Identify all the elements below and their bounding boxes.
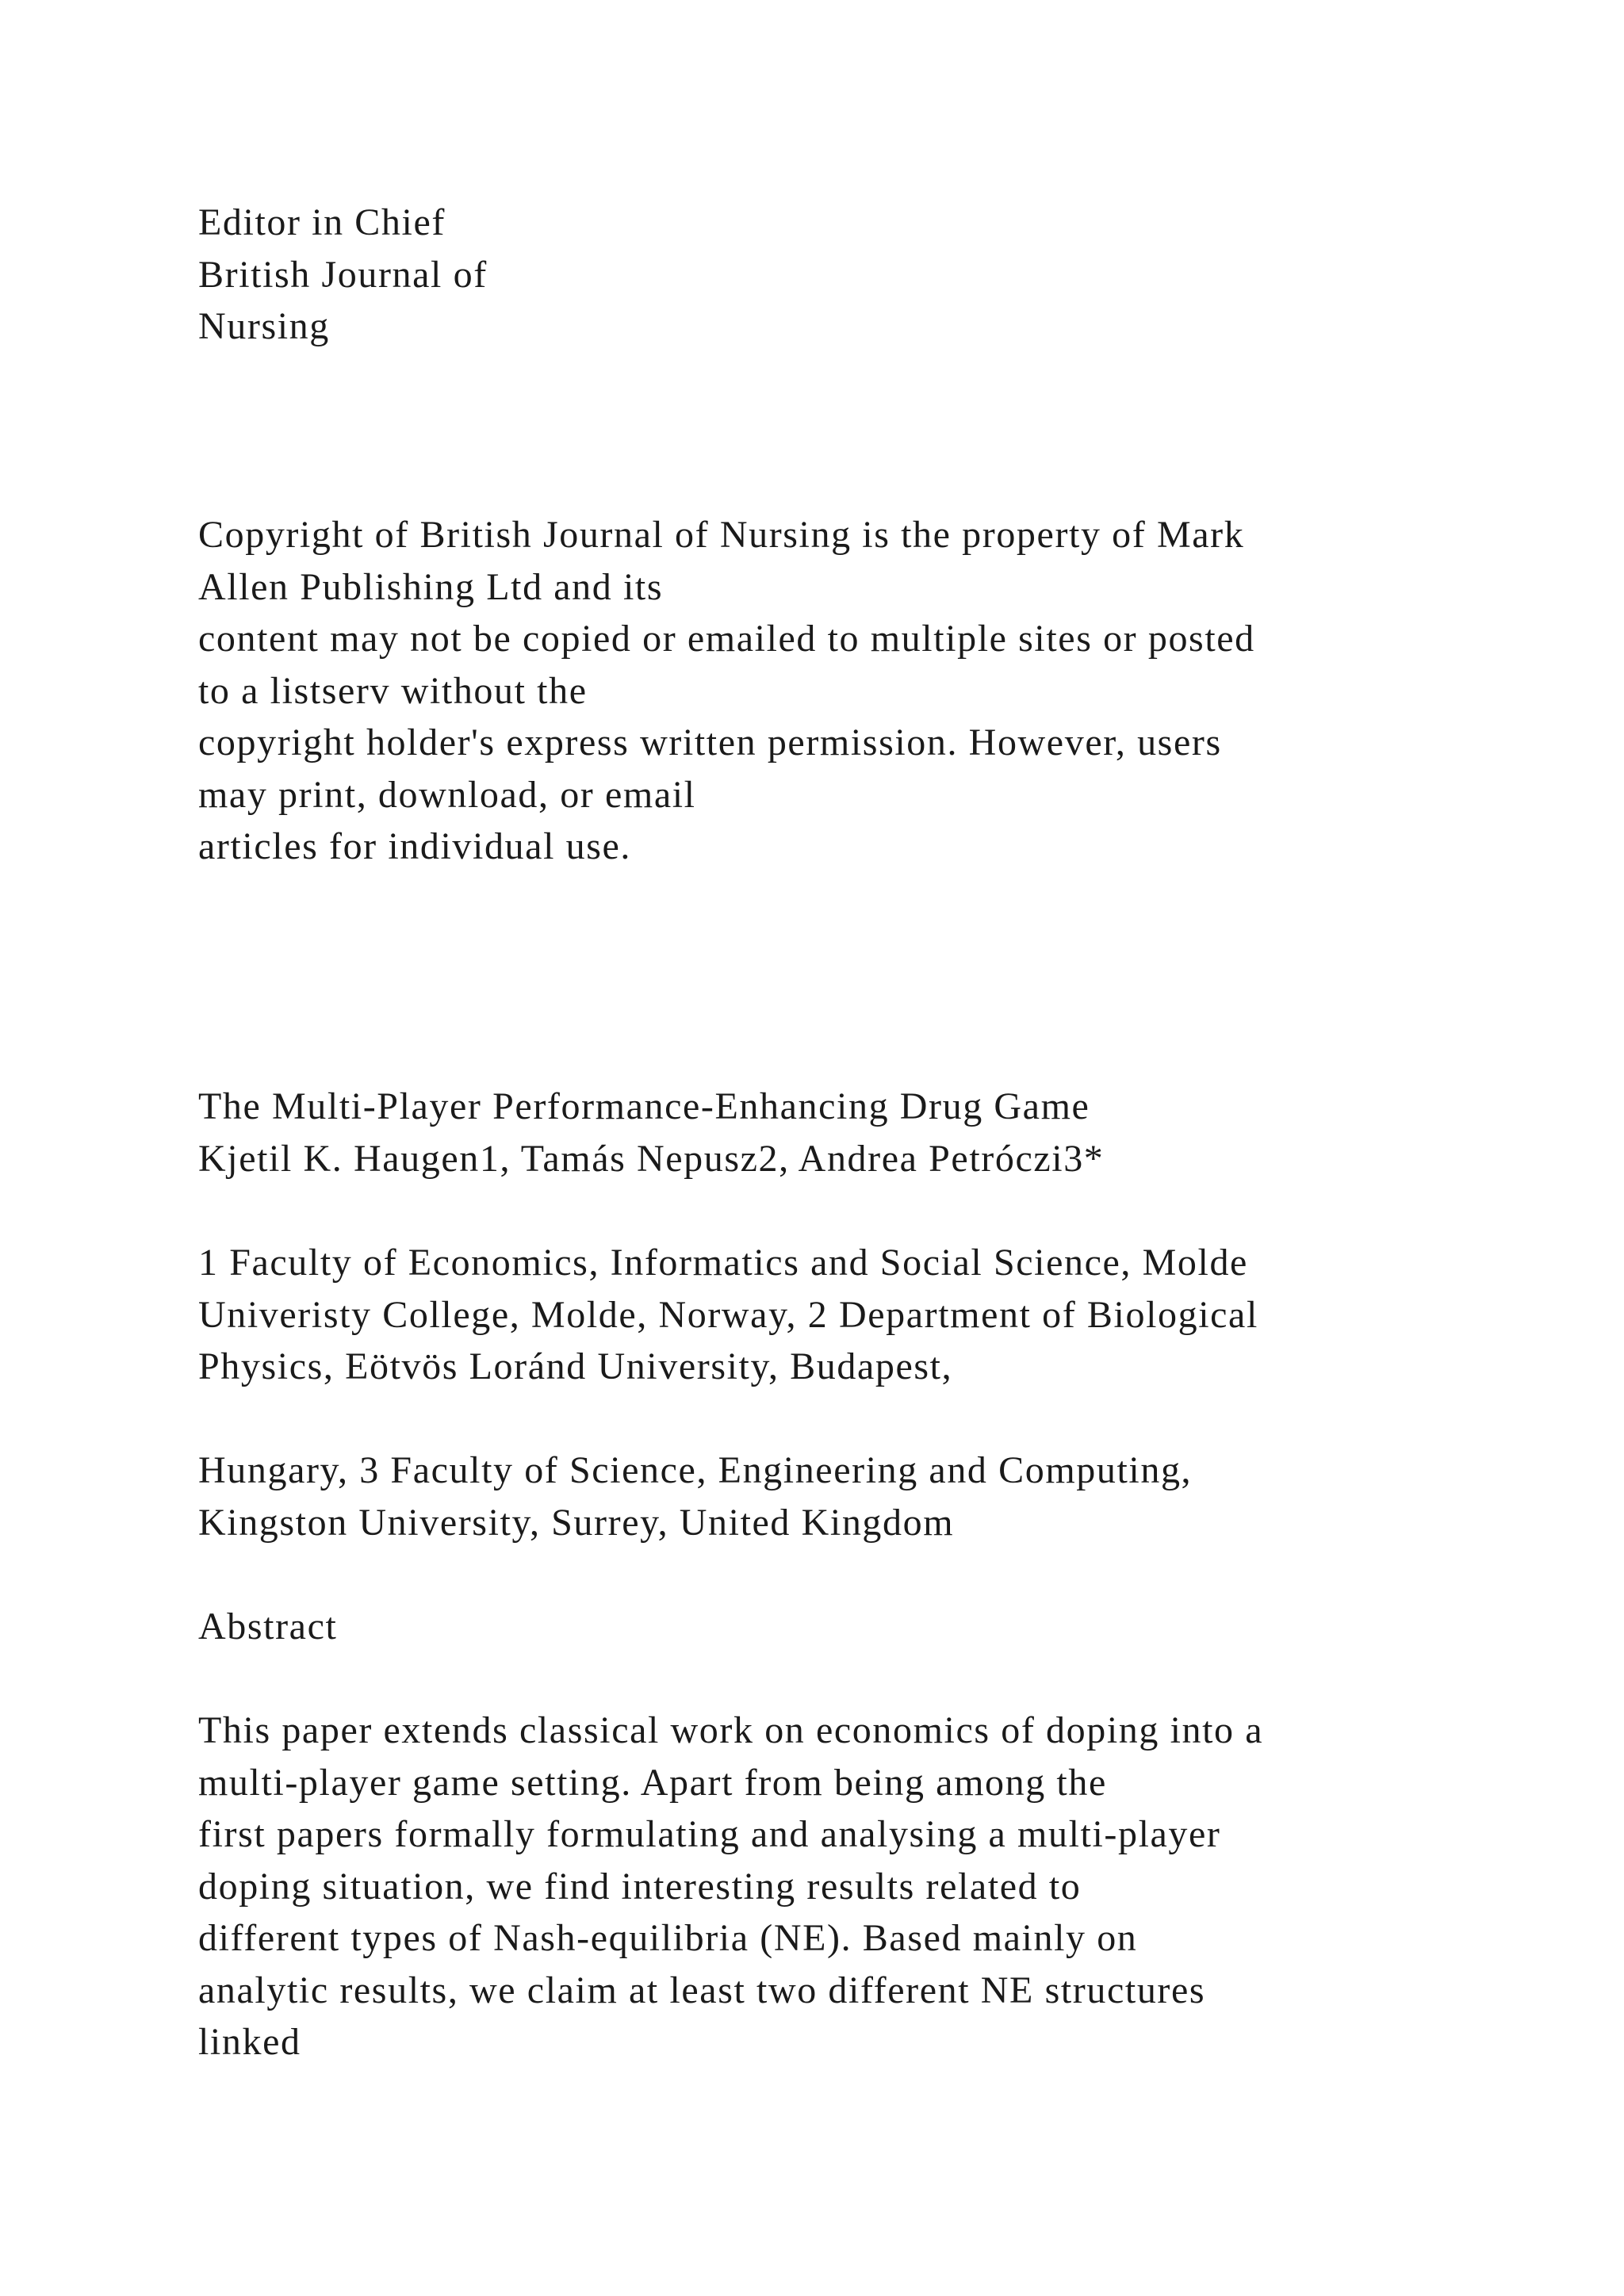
affiliation-line: Physics, Eötvös Loránd University, Budapest,	[198, 1345, 953, 1387]
affiliation-line: Kingston University, Surrey, United Kingdom	[198, 1501, 955, 1544]
copyright-line: Copyright of British Journal of Nursing is the property of Mark	[198, 514, 1245, 556]
copyright-line: content may not be copied or emailed to multiple sites or posted	[198, 618, 1255, 660]
copyright-line: may print, download, or email	[198, 773, 696, 816]
affiliation-line: 1 Faculty of Economics, Informatics and Social Science, Molde	[198, 1242, 1248, 1284]
paper-title-block	[198, 1081, 1507, 1184]
affiliations-block	[198, 1237, 1507, 1393]
editor-line: British Journal of	[198, 253, 488, 296]
abstract-line: This paper extends classical work on economics of doping into a	[198, 1709, 1264, 1751]
abstract-heading-text: Abstract	[198, 1605, 338, 1647]
copyright-line: Allen Publishing Ltd and its	[198, 565, 664, 608]
abstract-line: doping situation, we find interesting results related to	[198, 1865, 1082, 1908]
abstract-line: analytic results, we claim at least two different NE structures	[198, 1969, 1206, 2011]
copyright-line: to a listserv without the	[198, 669, 588, 712]
paper-title: The Multi-Player Performance-Enhancing Drug Game	[198, 1085, 1090, 1127]
author-list: Kjetil K. Haugen1, Tamás Nepusz2, Andrea Petróczi3*	[198, 1137, 1105, 1180]
affiliation-line: Hungary, 3 Faculty of Science, Engineering and Computing,	[198, 1449, 1193, 1491]
abstract-body	[198, 1705, 1507, 2068]
abstract-line: different types of Nash-equilibria (NE). Based mainly on	[198, 1917, 1138, 1959]
editor-block	[198, 197, 1507, 353]
affiliations-continued-block	[198, 1445, 1507, 1548]
editor-line: Editor in Chief	[198, 201, 446, 243]
abstract-line: multi-player game setting. Apart from being among the	[198, 1761, 1107, 1804]
copyright-line: articles for individual use.	[198, 825, 631, 867]
editor-line: Nursing	[198, 305, 330, 347]
copyright-notice	[198, 509, 1507, 873]
affiliation-line: Univeristy College, Molde, Norway, 2 Department of Biological	[198, 1293, 1258, 1336]
abstract-heading	[198, 1601, 1507, 1653]
abstract-line: linked	[198, 2021, 301, 2063]
copyright-line: copyright holder's express written permission. However, users	[198, 721, 1222, 763]
abstract-line: first papers formally formulating and analysing a multi-player	[198, 1813, 1221, 1855]
